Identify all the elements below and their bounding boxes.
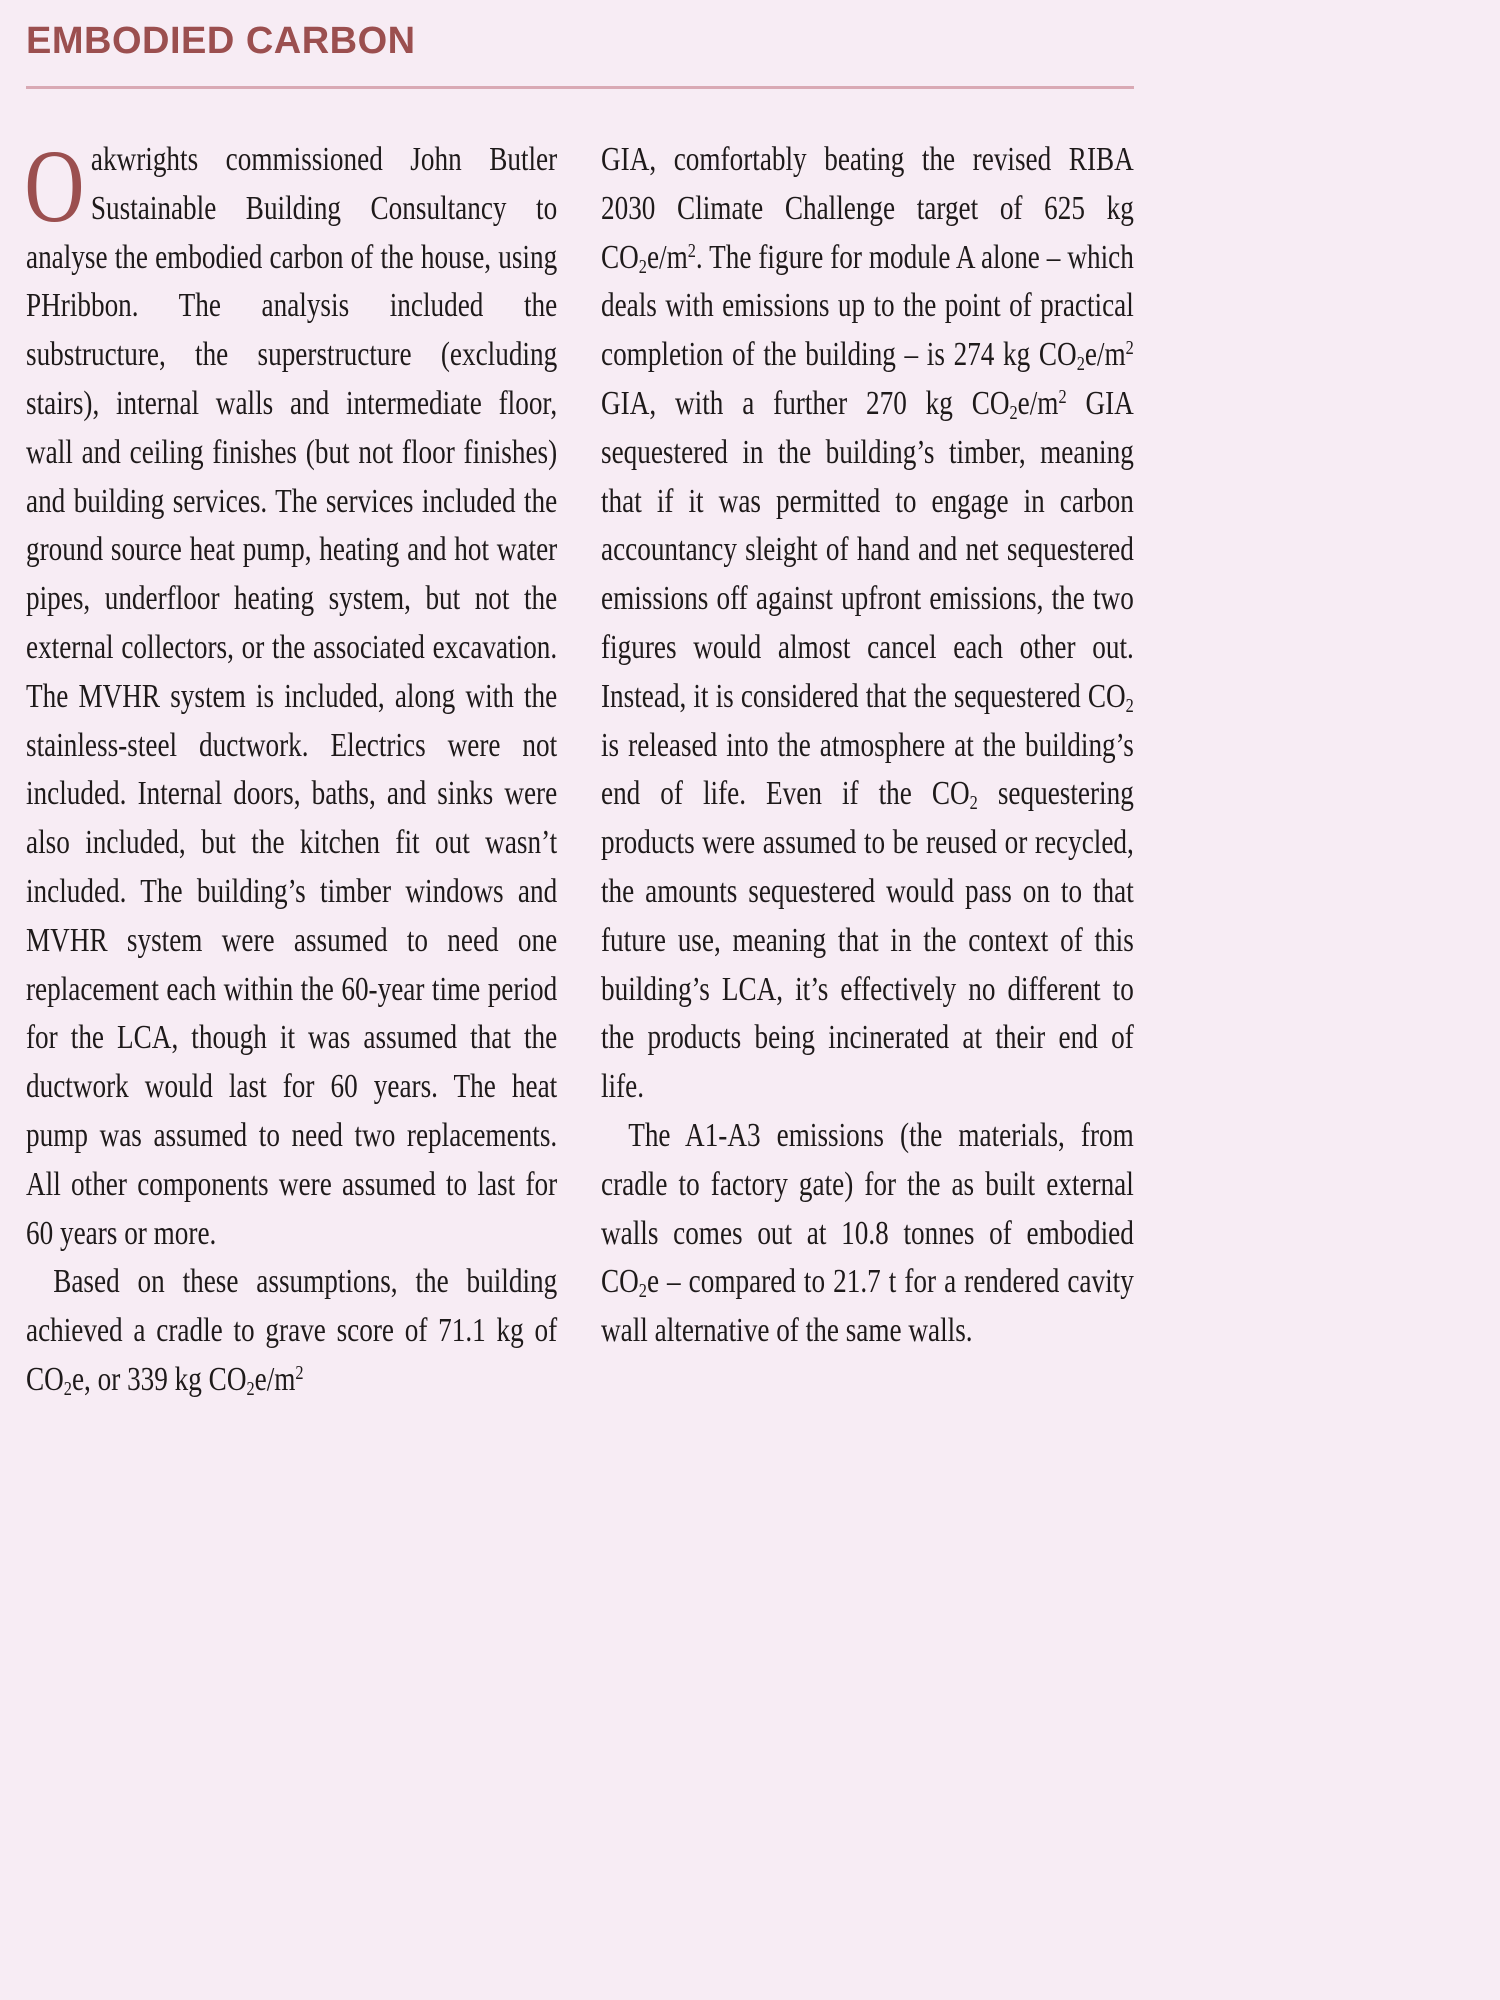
subscript: 2 [638,1280,647,1303]
column-right [601,136,1134,1356]
text-run: e/m [254,1360,296,1398]
column-left [24,129,558,1405]
subscript: 2 [1125,694,1134,717]
text-run: e, or 339 kg CO [71,1360,247,1398]
text-run: e – compared to 21.7 t for a rendered cavity wall alternative of the same walls. [601,1263,1134,1350]
subscript: 2 [1076,353,1085,376]
text-run: GIA, with a further 270 kg CO [601,384,1010,422]
text-run: e/m [1017,384,1059,422]
text-run: Based on these assumptions, the building achieved a cradle to grave score of 71.1 kg of CO [26,1263,558,1398]
paragraph-2-continued [601,136,1134,1112]
text-run: GIA sequestered in the building’s timber, meaning that if it was permitted to engage in carbon accountancy sleight of hand and net sequestered emissions off against upfront emissions, the two figures would almost cancel each other out. Instead, it is considered that the sequestered CO [601,384,1134,715]
drop-cap: O [24,129,85,244]
paragraph-1 [24,129,558,1258]
subscript: 2 [63,1378,72,1401]
superscript: 2 [687,239,696,262]
text-run: is released into the atmosphere at the building’s end of life. Even if the CO [601,726,1134,813]
text-run: The A1-A3 emissions (the materials, from cradle to factory gate) for the as built external walls comes out at 10.8 tonnes of embodied CO [601,1116,1134,1301]
heading-rule [26,86,1134,89]
paragraph-3 [601,1112,1134,1356]
superscript: 2 [1125,336,1134,359]
subscript: 2 [1009,402,1018,425]
paragraph-1-text: akwrights commissioned John Butler Sustainable Building Consultancy to analyse the embodied carbon of the house, using PHribbon. The analysis included the substructure, the superstructure (excluding stairs), internal walls and intermediate floor, wall and ceiling finishes (but not floor finishes) and building services. The services included the ground source heat pump, heating and hot water pipes, underfloor heating system, but not the external collectors, or the associated excavation. The MVHR system is included, along with the stainless-steel ductwork. Electrics were not included. Internal doors, baths, and sinks were also included, but the kitchen fit out wasn’t included. The building’s timber windows and MVHR system were assumed to need one replacement each within the 60-year time period for the LCA, though it was assumed that the ductwork would last for 60 years. The heat pump was assumed to need two replacements. All other components were assumed to last for 60 years or more. [26,141,558,1252]
text-run: e/m [1084,336,1126,374]
subscript: 2 [969,792,978,815]
text-run: sequestering products were assumed to be reused or recycled, the amounts sequestered would pass on to that future use, meaning that in the context of this building’s LCA, it’s effectively no different to the products being incinerated at their end of life. [601,775,1134,1106]
section-heading: EMBODIED CARBON [26,20,416,62]
text-run: GIA, comfortably beating the revised RIBA 2030 Climate Challenge target of 625 kg CO [601,141,1134,276]
superscript: 2 [295,1361,304,1384]
paragraph-2-start [26,1258,557,1404]
subscript: 2 [638,255,647,278]
text-run: . The figure for module A alone – which deals with emissions up to the point of practical completion of the building – is 274 kg CO [601,238,1134,374]
subscript: 2 [246,1378,255,1401]
text-run: e/m [646,238,688,276]
superscript: 2 [1058,385,1067,408]
